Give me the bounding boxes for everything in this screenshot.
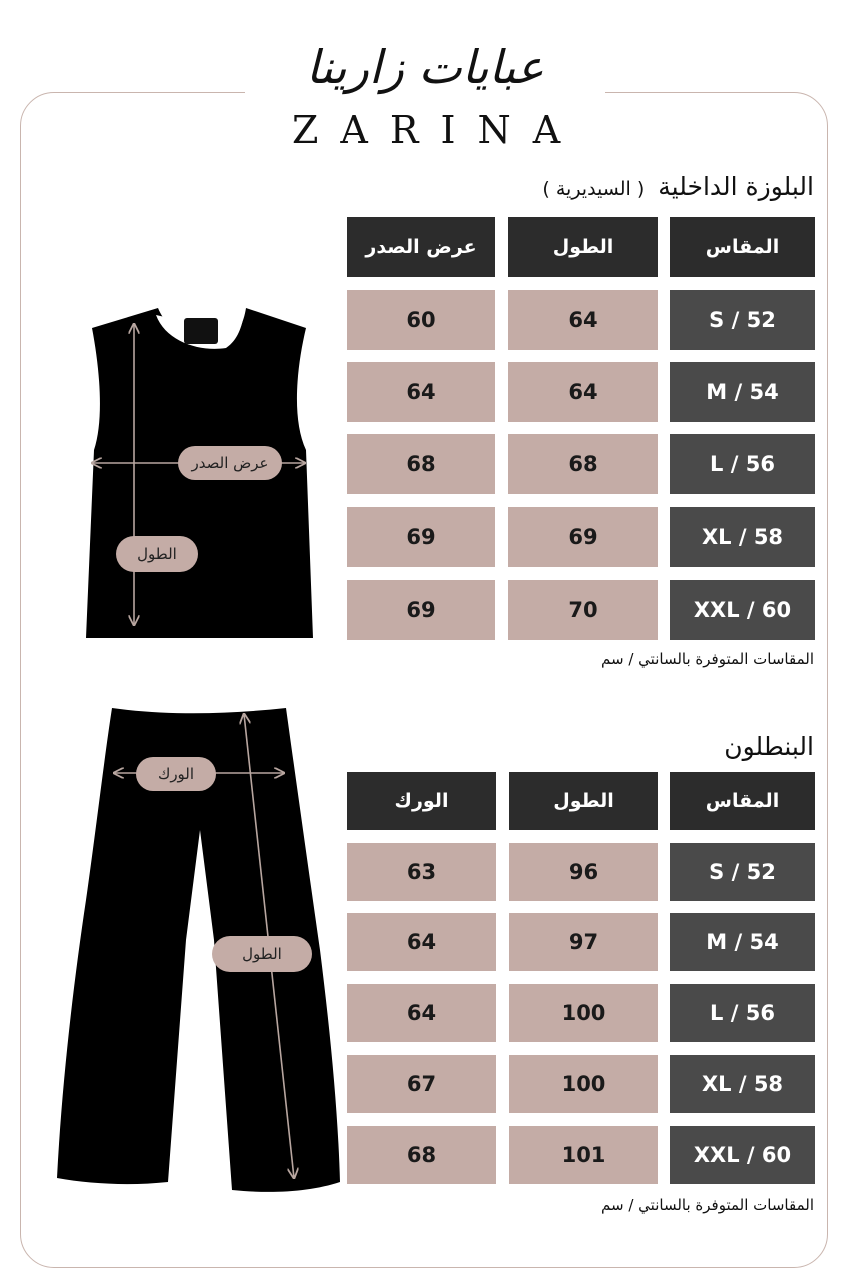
size-cell: XXL / 60 — [670, 580, 815, 640]
brand-latin-logo: ZARINA — [292, 108, 583, 152]
blouse-header-chest: عرض الصدر — [347, 217, 495, 277]
pants-hip-label: الورك — [136, 757, 216, 791]
size-cell: M / 54 — [670, 362, 815, 422]
size-cell: L / 56 — [670, 984, 815, 1042]
chest-cell: 69 — [347, 580, 495, 640]
length-cell: 69 — [508, 507, 658, 567]
length-cell: 96 — [509, 843, 658, 901]
blouse-chest-label: عرض الصدر — [178, 446, 282, 480]
size-cell: XL / 58 — [670, 507, 815, 567]
size-cell: S / 52 — [670, 290, 815, 350]
hip-cell: 64 — [347, 984, 496, 1042]
hip-cell: 64 — [347, 913, 496, 971]
brand-arabic-logo: عبايات زارينا — [306, 40, 544, 94]
hip-cell: 67 — [347, 1055, 496, 1113]
blouse-neck-tab — [184, 318, 218, 344]
pants-header-hip: الورك — [347, 772, 496, 830]
pants-length-label: الطول — [212, 936, 312, 972]
hip-cell: 68 — [347, 1126, 496, 1184]
size-cell: L / 56 — [670, 434, 815, 494]
size-cell: XL / 58 — [670, 1055, 815, 1113]
length-cell: 100 — [509, 984, 658, 1042]
length-cell: 64 — [508, 362, 658, 422]
blouse-header-size: المقاس — [670, 217, 815, 277]
pants-header-length: الطول — [509, 772, 658, 830]
size-cell: S / 52 — [670, 843, 815, 901]
blouse-length-label: الطول — [116, 536, 198, 572]
blouse-units-note: المقاسات المتوفرة بالسانتي / سم — [601, 650, 814, 668]
chest-cell: 60 — [347, 290, 495, 350]
size-cell: XXL / 60 — [670, 1126, 815, 1184]
chest-cell: 69 — [347, 507, 495, 567]
blouse-title: البلوزة الداخلية — [658, 172, 814, 201]
size-cell: M / 54 — [670, 913, 815, 971]
chest-cell: 68 — [347, 434, 495, 494]
length-cell: 101 — [509, 1126, 658, 1184]
length-cell: 100 — [509, 1055, 658, 1113]
blouse-subtitle: ( السيديرية ) — [542, 178, 645, 200]
pants-section-title: البنطلون — [724, 732, 814, 761]
length-cell: 70 — [508, 580, 658, 640]
blouse-header-length: الطول — [508, 217, 658, 277]
hip-cell: 63 — [347, 843, 496, 901]
length-cell: 64 — [508, 290, 658, 350]
pants-header-size: المقاس — [670, 772, 815, 830]
chest-cell: 64 — [347, 362, 495, 422]
length-cell: 97 — [509, 913, 658, 971]
pants-units-note: المقاسات المتوفرة بالسانتي / سم — [601, 1196, 814, 1214]
length-cell: 68 — [508, 434, 658, 494]
